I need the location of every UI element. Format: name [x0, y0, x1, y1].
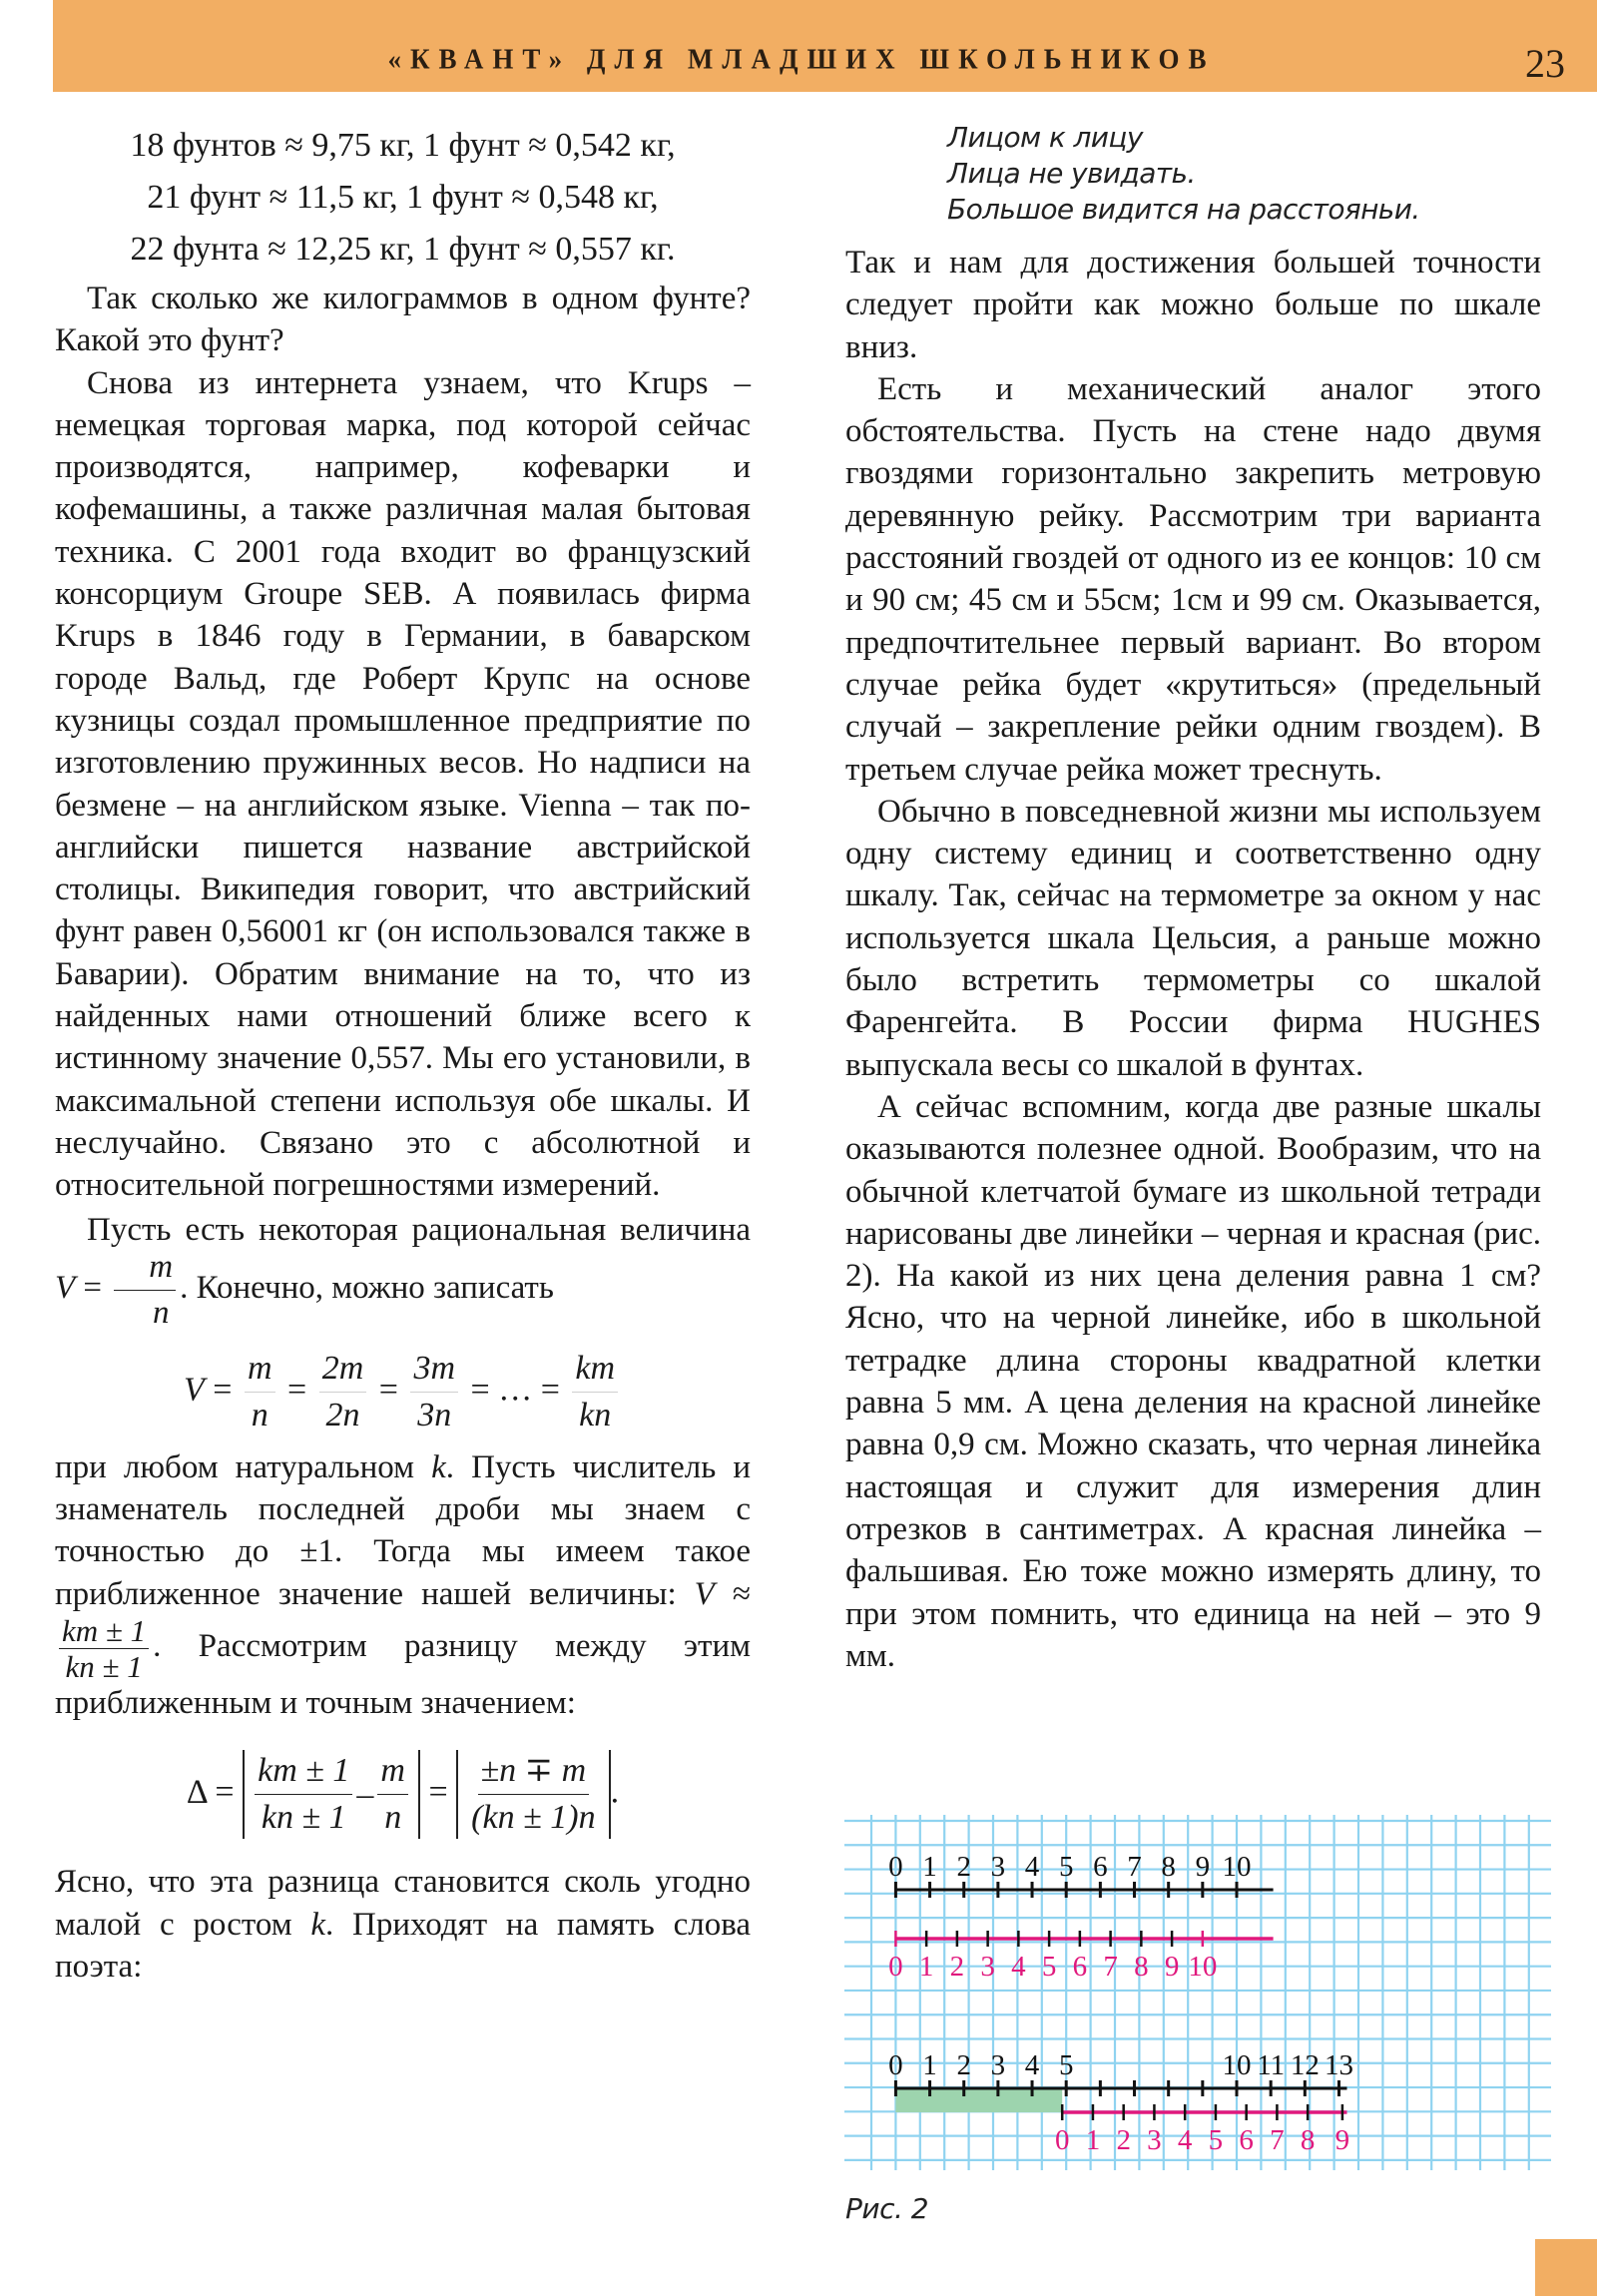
paragraph: Обычно в повседневной жизни мы используем одну систему единиц и соответственно одну шкалу. Так, сейчас на термометре за окном у нас используется шкала Цельсия, а раньше можно было встретить термометры со шкалой Фаренгейта. В России фирма HUGHES выпускала весы со шкалой в фунтах. — [845, 793, 1541, 1083]
svg-text:3: 3 — [990, 1851, 1006, 1883]
svg-text:10: 10 — [1222, 1851, 1252, 1883]
right-column — [845, 120, 1541, 1677]
svg-text:0: 0 — [1054, 2124, 1070, 2156]
corner-accent — [1535, 2239, 1597, 2296]
fraction: $\frac{km}{kn}$ — [572, 1352, 618, 1433]
svg-text:4: 4 — [1024, 2049, 1040, 2081]
svg-text:2: 2 — [949, 1951, 965, 1983]
svg-text:3: 3 — [990, 2049, 1006, 2081]
svg-text:1: 1 — [922, 2049, 937, 2081]
svg-text:5: 5 — [1208, 2124, 1224, 2156]
weight-equation-3: 22 фунта ≈ 12,25 кг, 1 фунт ≈ 0,557 кг. — [130, 231, 676, 268]
svg-text:8: 8 — [1161, 1851, 1176, 1883]
fraction-approx: $\frac{km \pm 1}{kn \pm 1}$ — [59, 1615, 149, 1682]
svg-text:6: 6 — [1072, 1951, 1088, 1983]
fraction: $\frac{2m}{2n}$ — [319, 1352, 367, 1433]
svg-text:0: 0 — [888, 2049, 903, 2081]
svg-text:7: 7 — [1103, 1951, 1118, 1983]
figure-caption: Рис. 2 — [845, 2192, 929, 2225]
svg-text:11: 11 — [1257, 2049, 1286, 2081]
svg-text:8: 8 — [1300, 2124, 1316, 2156]
fraction: $\frac{m}{n}$ — [377, 1754, 408, 1835]
paragraph: А сейчас вспомним, когда две разные шкалы оказываются полезнее одной. Вообразим, что на обычной клетчатой бумаге из школьной тетради нарисованы две линейки – черная и красная (рис. 2). На какой из них цена деления равна 1 см? Ясно, что на черной линейке, ибо в школьной тетрадке длина стороны квадратной клетки равна 5 мм. А цена деления на красной линейке равна 0,9 см. Можно сказать, что черная линейка настоящая и служит для измерения длин отрезков в сантиметрах. А красная линейка – фальшивая. Ею тоже можно измерять длину, то при этом помнить, что единица на ней – это 9 мм. — [845, 1088, 1541, 1674]
paragraph-approximation: при любом натуральном k. Пусть числитель и знаменатель последней дроби мы знаем с точностью до ±1. Тогда мы имеем такое приближенное значение нашей величины: V ≈ $\frac{km \pm 1}{kn \pm 1}$ . Рассмотрим разницу между этим приближенным и точным значением: — [55, 1448, 751, 1722]
svg-text:7: 7 — [1127, 1851, 1142, 1883]
fraction-m-over-n: $\frac{m}{n}$ — [114, 1251, 176, 1330]
rulers-diagram — [838, 1797, 1557, 2196]
svg-text:2: 2 — [956, 2049, 971, 2081]
svg-text:5: 5 — [1058, 2049, 1074, 2081]
delta-formula: Δ = $\frac{km \pm 1}{kn \pm 1}$ – $\frac{m}{n}$ = $\frac{\pm n \mp m}{(kn \pm 1)n}$ . — [55, 1750, 751, 1839]
poem-line: Лицом к лицу — [947, 121, 1143, 154]
absolute-value-2 — [456, 1750, 610, 1839]
svg-text:7: 7 — [1270, 2124, 1285, 2156]
equivalent-fractions-formula: V = $\frac{m}{n}$ = $\frac{2m}{2n}$ = $\frac{3m}{3n}$ = … = $\frac{km}{kn}$ — [55, 1352, 751, 1433]
poem-line: Лица не увидать. — [947, 157, 1196, 190]
svg-text:5: 5 — [1058, 1851, 1074, 1883]
journal-section-title: «КВАНТ» ДЛЯ МЛАДШИХ ШКОЛЬНИКОВ — [387, 43, 1216, 75]
svg-text:3: 3 — [980, 1951, 995, 1983]
svg-text:0: 0 — [888, 1951, 903, 1983]
svg-text:5: 5 — [1041, 1951, 1057, 1983]
paragraph-rational-value: Пусть есть некоторая рациональная величина V = $\frac{m}{n}$ . Конечно, можно записать — [55, 1211, 751, 1331]
svg-text:2: 2 — [1116, 2124, 1131, 2156]
poem-quote — [947, 120, 1541, 228]
paragraph: Ясно, что эта разница становится сколь угодно малой с ростом k. Приходят на память слова поэта: — [55, 1864, 751, 1985]
svg-text:12: 12 — [1290, 2049, 1320, 2081]
svg-text:1: 1 — [918, 1951, 934, 1983]
paragraph: Так и нам для достижения большей точности следует пройти как можно больше по шкале вниз. — [845, 245, 1541, 365]
page-number: 23 — [1525, 41, 1565, 86]
absolute-value-1: $\frac{km \pm 1}{kn \pm 1}$ – $\frac{m}{n}$ — [243, 1750, 420, 1839]
fraction: $\frac{3m}{3n}$ — [410, 1352, 458, 1433]
svg-text:4: 4 — [1177, 2124, 1193, 2156]
svg-text:1: 1 — [1085, 2124, 1101, 2156]
page-header — [53, 0, 1597, 92]
svg-text:0: 0 — [888, 1851, 903, 1883]
svg-text:4: 4 — [1011, 1951, 1026, 1983]
svg-text:6: 6 — [1239, 2124, 1254, 2156]
svg-text:2: 2 — [956, 1851, 971, 1883]
svg-text:4: 4 — [1024, 1851, 1040, 1883]
rulers — [888, 1851, 1353, 2156]
svg-text:8: 8 — [1134, 1951, 1149, 1983]
paragraph: Так сколько же килограммов в одном фунте? Какой это фунт? — [55, 281, 751, 359]
fraction: $\frac{\pm n \mp m}{(kn \pm 1)n}$ — [471, 1752, 596, 1837]
svg-text:9: 9 — [1334, 2124, 1350, 2156]
svg-text:3: 3 — [1147, 2124, 1162, 2156]
paragraph: Есть и механический аналог этого обстоятельства. Пусть на стене надо двумя гвоздями горизонтально закрепить метровую деревянную рейку. Рассмотрим три варианта расстояний гвоздей от одного из ее концов: 10 см и 90 см; 45 см и 55см; 1см и 99 см. Оказывается, предпочтительнее первый вариант. Во втором случае рейка будет «крутиться» (предельный случай – закрепление рейки одним гвоздем). В третьем случае рейка может треснуть. — [845, 370, 1541, 788]
poem-line: Большое видится на расстояньи. — [947, 193, 1420, 226]
figure-2-rulers — [838, 1797, 1557, 2196]
weight-equation-2: 21 фунт ≈ 11,5 кг, 1 фунт ≈ 0,548 кг, — [147, 179, 659, 216]
svg-text:1: 1 — [922, 1851, 937, 1883]
fraction: $\frac{km \pm 1}{kn \pm 1}$ — [255, 1754, 352, 1835]
svg-text:9: 9 — [1195, 1851, 1211, 1883]
fraction: $\frac{m}{n}$ — [245, 1352, 275, 1433]
left-column — [55, 120, 751, 1988]
svg-text:13: 13 — [1324, 2049, 1353, 2081]
weight-equation-1: 18 фунтов ≈ 9,75 кг, 1 фунт ≈ 0,542 кг, — [130, 127, 676, 164]
paragraph: Снова из интернета узнаем, что Krups – немецкая торговая марка, под которой сейчас производятся, например, кофеварки и кофемашины, а также различная малая бытовая техника. С 2001 года входит во французский консорциум Groupe SEB. А появилась фирма Krups в 1846 году в Германии, в баварском городе Вальд, где Роберт Крупс на основе кузницы создал промышленное предприятие по изготовлению пружинных весов. Но надписи на безмене – на английском языке. Vienna – так по-английски пишется название австрийской столицы. Википедия говорит, что австрийский фунт равен 0,56001 кг (он использовался также в Баварии). Обратим внимание на то, что из найденных нами отношений ближе всего к истинному значение 0,557. Мы его установили, в максимальной степени используя обе шкалы. И неслучайно. Связано это с абсолютной и относительной погрешностями измерений. — [55, 364, 751, 1204]
svg-text:10: 10 — [1188, 1951, 1218, 1983]
svg-text:10: 10 — [1222, 2049, 1252, 2081]
svg-text:6: 6 — [1093, 1851, 1108, 1883]
svg-text:9: 9 — [1164, 1951, 1180, 1983]
